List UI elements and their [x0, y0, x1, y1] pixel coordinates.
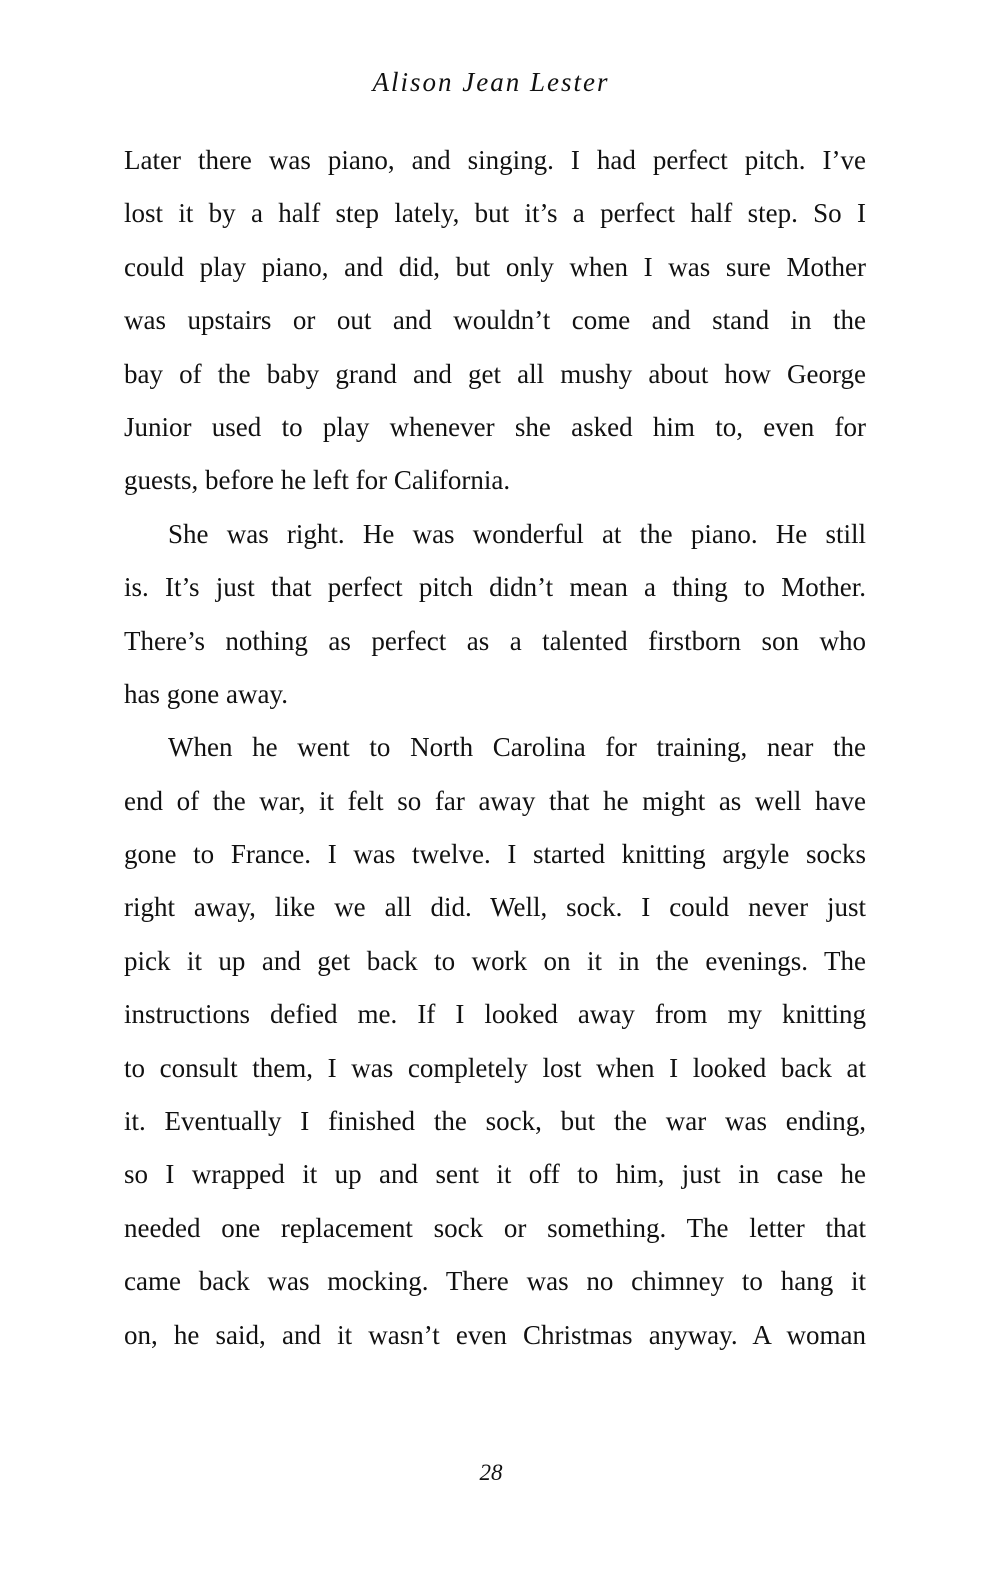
text-line: could play piano, and did, but only when I was sure Mother	[124, 251, 866, 282]
text-line: right away, like we all did. Well, sock. I could never just	[124, 892, 866, 923]
text-line: There’s nothing as perfect as a talented firstborn son who	[124, 625, 866, 656]
paragraph	[124, 134, 866, 508]
text-line: on, he said, and it wasn’t even Christmas anyway. A woman	[124, 1319, 866, 1350]
text-line: to consult them, I was completely lost when I looked back at	[124, 1052, 866, 1083]
body-text	[124, 134, 866, 1362]
text-line: it. Eventually I finished the sock, but the war was ending,	[124, 1106, 866, 1137]
text-line: instructions defied me. If I looked away from my knitting	[124, 999, 866, 1030]
text-line: lost it by a half step lately, but it’s a perfect half step. So I	[124, 198, 866, 229]
text-line: When he went to North Carolina for training, near the	[168, 732, 866, 763]
paragraph	[124, 721, 866, 1362]
text-line: Junior used to play whenever she asked him to, even for	[124, 411, 866, 442]
text-line: has gone away.	[124, 678, 288, 709]
text-line: bay of the baby grand and get all mushy about how George	[124, 358, 866, 389]
page-number: 28	[479, 1460, 503, 1485]
text-line: pick it up and get back to work on it in the evenings. The	[124, 945, 866, 976]
text-line: gone to France. I was twelve. I started knitting argyle socks	[124, 839, 866, 870]
text-line: guests, before he left for California.	[124, 465, 511, 496]
paragraph	[124, 508, 866, 722]
text-line: is. It’s just that perfect pitch didn’t mean a thing to Mother.	[124, 572, 866, 603]
text-line: needed one replacement sock or something. The letter that	[124, 1212, 866, 1243]
text-line: so I wrapped it up and sent it off to him, just in case he	[124, 1159, 866, 1190]
running-head: Alison Jean Lester	[372, 67, 610, 97]
text-line: was upstairs or out and wouldn’t come and stand in the	[124, 305, 866, 336]
text-line: She was right. He was wonderful at the piano. He still	[168, 518, 866, 549]
text-line: end of the war, it felt so far away that he might as well have	[124, 785, 866, 816]
text-line: came back was mocking. There was no chimney to hang it	[124, 1266, 866, 1297]
text-line: Later there was piano, and singing. I had perfect pitch. I’ve	[124, 145, 866, 175]
